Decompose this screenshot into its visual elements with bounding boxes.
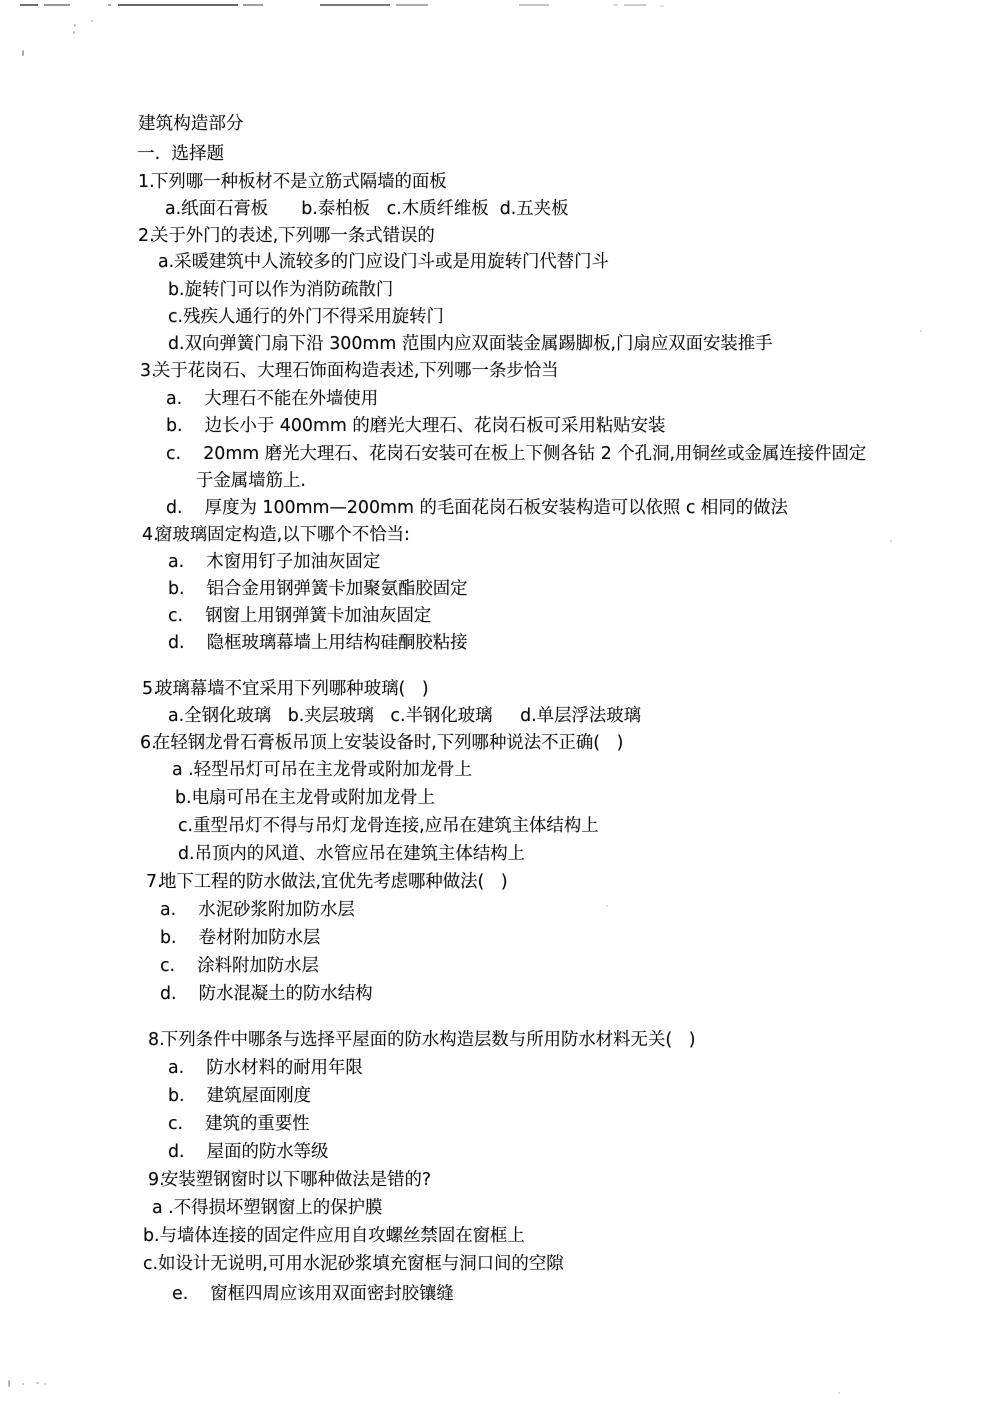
- question-stem: 4.: [142, 525, 159, 545]
- option-continuation-line: 于金属墙筋上.: [196, 471, 306, 491]
- scan-speck: [838, 1392, 840, 1394]
- scan-speck: [73, 31, 75, 34]
- option-line: a .轻型吊灯可吊在主龙骨或附加龙骨上: [172, 760, 472, 780]
- option-line: a. 水泥砂浆附加防水层: [160, 900, 355, 920]
- scan-speck: [44, 1383, 46, 1385]
- option-line: c.重型吊灯不得与吊灯龙骨连接,应吊在建筑主体结构上: [178, 816, 599, 836]
- option-line: d. 厚度为 100mm—200mm 的毛面花岗石板安装构造可以依照 c 相同的做法: [166, 498, 788, 518]
- scan-speck: [8, 1380, 10, 1387]
- question-stem-text: 下列条件中哪条与选择平屋面的防水构造层数与所用防水材料无关( ): [161, 1030, 696, 1050]
- option-line: b.与墙体连接的固定件应用自攻螺丝禁固在窗框上: [143, 1226, 525, 1246]
- question-stem-text: 安装塑钢窗时以下哪种做法是错的?: [161, 1170, 432, 1190]
- option-line: b. 边长小于 400mm 的磨光大理石、花岗石板可采用粘贴安装: [166, 416, 666, 436]
- option-line: b. 铝合金用钢弹簧卡加聚氨酯胶固定: [168, 579, 468, 599]
- question-stem: 9.: [148, 1170, 165, 1190]
- question-stem-text: 在轻钢龙骨石膏板吊顶上安装设备时,下列哪种说法不正确( ): [153, 733, 624, 753]
- scan-edge-band: [118, 4, 238, 6]
- scan-edge-band: [20, 4, 38, 6]
- question-stem: 6.: [140, 733, 157, 753]
- option-line: d.双向弹簧门扇下沿 300mm 范围内应双面装金属踢脚板,门扇应双面安装推手: [168, 334, 773, 354]
- option-line: b. 建筑屋面刚度: [168, 1086, 312, 1106]
- scan-edge-band: [320, 4, 390, 6]
- scan-speck: [36, 1382, 39, 1384]
- option-line: a. 大理石不能在外墙使用: [166, 389, 379, 409]
- scan-edge-band: [396, 4, 428, 6]
- option-line: a. 木窗用钉子加油灰固定: [168, 552, 381, 572]
- question-stem: 7.: [146, 872, 163, 892]
- section-heading: 一. 选择题: [137, 144, 225, 164]
- scan-speck: [606, 905, 608, 907]
- scan-edge-band: [660, 5, 664, 7]
- option-line: a.全钢化玻璃 b.夹层玻璃 c.半钢化玻璃 d.单层浮法玻璃: [168, 706, 642, 726]
- option-line: b.电扇可吊在主龙骨或附加龙骨上: [175, 788, 436, 808]
- question-stem: 2.: [138, 226, 155, 246]
- question-stem-text: 玻璃幕墙不宜采用下列哪种玻璃( ): [155, 679, 429, 699]
- option-line: a.纸面石膏板 b.泰柏板 c.木质纤维板 d.五夹板: [165, 199, 569, 219]
- scan-edge-band: [243, 4, 263, 6]
- scan-edge-band: [108, 4, 111, 6]
- option-line: d.吊顶内的风道、水管应吊在建筑主体结构上: [178, 844, 525, 864]
- scan-speck: [91, 20, 93, 22]
- option-line: d. 隐框玻璃幕墙上用结构硅酮胶粘接: [168, 633, 468, 653]
- option-line: b. 卷材附加防水层: [160, 928, 321, 948]
- option-line: d. 防水混凝土的防水结构: [160, 984, 373, 1004]
- scan-speck: [22, 50, 24, 56]
- option-line: c. 涂料附加防水层: [160, 956, 319, 976]
- question-stem: 3.: [140, 361, 157, 381]
- scan-speck: [920, 330, 922, 332]
- scan-edge-band: [519, 4, 549, 6]
- question-stem: 8.: [148, 1030, 165, 1050]
- option-line: e. 窗框四周应该用双面密封胶镶缝: [172, 1284, 454, 1304]
- option-line: b.旋转门可以作为消防疏散门: [168, 280, 394, 300]
- option-line: c.如设计无说明,可用水泥砂浆填充窗框与洞口间的空隙: [143, 1254, 564, 1274]
- scan-speck: [890, 540, 892, 542]
- option-line: a. 防水材料的耐用年限: [168, 1058, 363, 1078]
- scan-speck: [22, 1383, 24, 1385]
- option-line: c. 钢窗上用钢弹簧卡加油灰固定: [168, 606, 432, 626]
- question-stem-text: 地下工程的防水做法,宜优先考虑哪种做法( ): [159, 872, 508, 892]
- option-line: c. 建筑的重要性: [168, 1114, 310, 1134]
- question-stem-text: 下列哪一种板材不是立筋式隔墙的面板: [151, 172, 447, 192]
- scan-edge-band: [624, 4, 646, 6]
- document-title: 建筑构造部分: [138, 114, 244, 134]
- question-stem: 1.: [138, 172, 155, 192]
- question-stem: 5.: [142, 679, 159, 699]
- option-line: c. 20mm 磨光大理石、花岗石安装可在板上下侧各钻 2 个孔洞,用铜丝或金属连接件固定: [166, 444, 867, 464]
- scan-edge-band: [44, 4, 70, 6]
- option-line: a.采暖建筑中人流较多的门应设门斗或是用旋转门代替门斗: [158, 252, 609, 272]
- option-line: d. 屋面的防水等级: [168, 1142, 329, 1162]
- question-stem-text: 关于花岗石、大理石饰面构造表述,下列哪一条步恰当: [153, 361, 559, 381]
- question-stem-text: 关于外门的表述,下列哪一条式错误的: [151, 226, 435, 246]
- option-line: c.残疾人通行的外门不得采用旋转门: [168, 307, 444, 327]
- scan-edge-band: [613, 4, 618, 6]
- scan-speck: [74, 24, 76, 27]
- option-line: a .不得损坏塑钢窗上的保护膜: [152, 1198, 383, 1218]
- question-stem-text: 窗玻璃固定构造,以下哪个不恰当:: [155, 525, 410, 545]
